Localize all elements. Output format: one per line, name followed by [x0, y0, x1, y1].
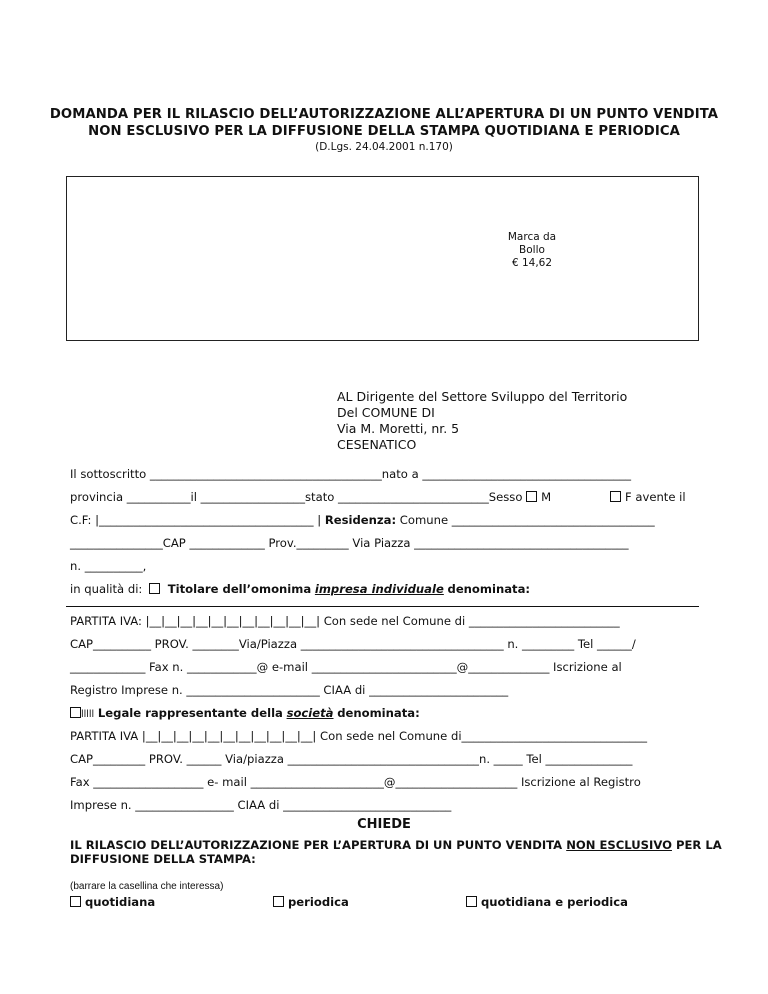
stamp-line-2: Bollo [519, 244, 545, 256]
row-partita-iva-1[interactable]: PARTITA IVA: |__|__|__|__|__|__|__|__|__|__|__| Con sede nel Comune di __________________________ [70, 614, 620, 628]
sesso-f-label: F avente il [625, 490, 686, 504]
option-quotidiana-label: quotidiana [85, 895, 156, 909]
denomination-line[interactable] [66, 606, 699, 607]
option-periodica-label: periodica [288, 895, 349, 909]
comune-field[interactable]: Comune ___________________________________ [399, 513, 655, 527]
option-quotidiana-periodica-label: quotidiana e periodica [481, 895, 628, 909]
chiede-body-a: IL RILASCIO DELL’AUTORIZZAZIONE PER L’APERTURA DI UN PUNTO VENDITA [70, 838, 563, 852]
addressee-line-2: Del COMUNE DI [337, 405, 435, 420]
chiede-body-b: PER LA [676, 838, 722, 852]
choice-note: (barrare la casellina che interessa) [70, 881, 224, 892]
row-fax-2[interactable]: Fax ___________________ e- mail _______________________@_____________________ Iscrizione al Registro [70, 775, 641, 789]
option-periodica[interactable] [273, 895, 349, 909]
impresa-individuale-label: impresa individuale [314, 582, 444, 596]
chiede-heading: CHIEDE [357, 817, 411, 832]
row-legale[interactable] [70, 706, 420, 720]
row-cap-prov[interactable]: ________________CAP _____________ Prov._________ Via Piazza _____________________________________ [70, 536, 629, 550]
checkbox-titolare[interactable] [149, 583, 160, 594]
checkbox-quotidiana-periodica[interactable] [466, 896, 477, 907]
row-numero[interactable]: n. __________, [70, 559, 147, 573]
legal-reference: (D.Lgs. 24.04.2001 n.170) [315, 141, 453, 153]
row-cap-1[interactable]: CAP__________ PROV. ________Via/Piazza ___________________________________ n. _________ Tel ______/ [70, 637, 636, 651]
option-quotidiana[interactable] [70, 895, 155, 909]
stamp-price: € 14,62 [511, 257, 553, 269]
addressee-line-4: CESENATICO [337, 437, 417, 452]
denominata-label-2: denominata: [337, 706, 420, 720]
addressee-line-3: Via M. Moretti, nr. 5 [337, 421, 460, 436]
checkbox-periodica[interactable] [273, 896, 284, 907]
title-line-2: NON ESCLUSIVO PER LA DIFFUSIONE DELLA STAMPA QUOTIDIANA E PERIODICA [88, 124, 680, 139]
legale-marker: lllll [81, 709, 95, 720]
addressee-line-1: AL Dirigente del Settore Sviluppo del Territorio [337, 389, 628, 404]
chiede-body-line-1 [70, 838, 722, 852]
title-line-1: DOMANDA PER IL RILASCIO DELL’AUTORIZZAZIONE ALL’APERTURA DI UN PUNTO VENDITA [49, 107, 719, 122]
addressee-block [337, 389, 627, 453]
chiede-body-underlined: NON ESCLUSIVO [566, 838, 672, 852]
row-sesso-f[interactable] [610, 490, 686, 504]
option-quotidiana-periodica[interactable] [466, 895, 628, 909]
provincia-text: provincia ___________il __________________stato __________________________Sesso [70, 490, 523, 504]
qualita-label: in qualità di: [70, 582, 143, 596]
legale-label: Legale rappresentante della [97, 706, 283, 720]
denominata-label: denominata: [447, 582, 531, 596]
checkbox-sesso-f[interactable] [610, 491, 621, 502]
cf-field[interactable]: C.F: |_____________________________________ | [70, 513, 322, 527]
stamp-label [487, 231, 577, 270]
row-provincia[interactable] [70, 490, 551, 504]
row-fax-1[interactable]: _____________ Fax n. ____________@ e-mail _________________________@______________ Iscrizione al [70, 660, 622, 674]
titolare-label: Titolare dell’omonima [167, 582, 312, 596]
chiede-body-line-2: DIFFUSIONE DELLA STAMPA: [70, 852, 256, 866]
residenza-label: Residenza: [324, 513, 397, 527]
stamp-box [66, 176, 699, 341]
stamp-line-1: Marca da [507, 231, 557, 243]
row-partita-iva-2[interactable]: PARTITA IVA |__|__|__|__|__|__|__|__|__|__|__| Con sede nel Comune di________________________________ [70, 729, 648, 743]
row-qualita[interactable] [70, 582, 530, 596]
checkbox-quotidiana[interactable] [70, 896, 81, 907]
row-cap-2[interactable]: CAP_________ PROV. ______ Via/piazza _________________________________n. _____ Tel _______________ [70, 752, 633, 766]
checkbox-sesso-m[interactable] [526, 491, 537, 502]
row-registro-1[interactable]: Registro Imprese n. _______________________ CIAA di ________________________ [70, 683, 509, 697]
societa-label: società [286, 706, 334, 720]
checkbox-legale[interactable] [70, 707, 81, 718]
row-registro-2[interactable]: Imprese n. _________________ CIAA di _____________________________ [70, 798, 452, 812]
sesso-m-label: M [541, 490, 552, 504]
row-sottoscritto[interactable]: Il sottoscritto ________________________________________nato a ____________________________________ [70, 467, 632, 481]
row-codice-fiscale[interactable] [70, 513, 655, 527]
